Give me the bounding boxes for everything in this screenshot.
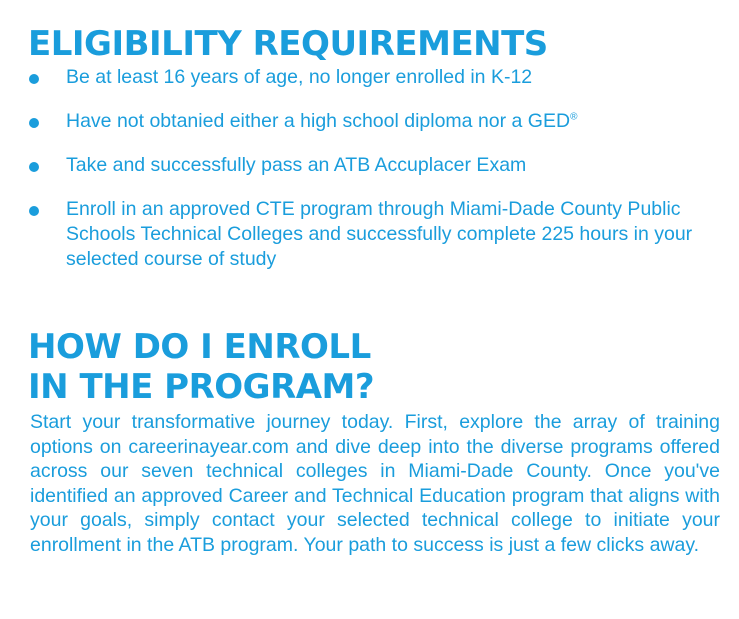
bullet-icon bbox=[29, 206, 39, 216]
requirement-item bbox=[28, 197, 728, 272]
requirements-list bbox=[28, 65, 728, 272]
requirement-item bbox=[28, 109, 728, 134]
enroll-paragraph: Start your transformative journey today. First, explore the array of training options on careerinayear.com and dive deep into the diverse programs offered across our seven technical colleges in Miami-Dade County. Once you've identified an approved Career and Technical Education program that aligns with your goals, simply contact your selected technical college to initiate your enrollment in the ATB program. Your path to success is just a few clicks away. bbox=[30, 411, 720, 556]
registered-trademark-mark: ® bbox=[570, 111, 578, 123]
bullet-icon bbox=[29, 118, 39, 128]
enroll-heading-line-2: IN THE PROGRAM? bbox=[28, 367, 375, 407]
eligibility-section bbox=[28, 25, 728, 291]
eligibility-heading: ELIGIBILITY REQUIREMENTS bbox=[28, 24, 548, 64]
requirement-text: Be at least 16 years of age, no longer enrolled in K-12 bbox=[66, 66, 533, 88]
bullet-icon bbox=[29, 162, 39, 172]
bullet-icon bbox=[29, 74, 39, 84]
requirement-item bbox=[28, 153, 728, 178]
enroll-section bbox=[28, 327, 720, 557]
requirement-item bbox=[28, 65, 728, 90]
requirement-text: Have not obtanied either a high school diploma nor a GED bbox=[66, 110, 571, 132]
requirement-text: Enroll in an approved CTE program through Miami-Dade County Public Schools Technical Colleges and successfully complete 225 hours in your selected course of study bbox=[66, 198, 693, 270]
enroll-heading bbox=[28, 327, 720, 407]
requirement-text: Take and successfully pass an ATB Accuplacer Exam bbox=[66, 154, 527, 176]
enroll-heading-line-1: HOW DO I ENROLL bbox=[28, 327, 371, 367]
